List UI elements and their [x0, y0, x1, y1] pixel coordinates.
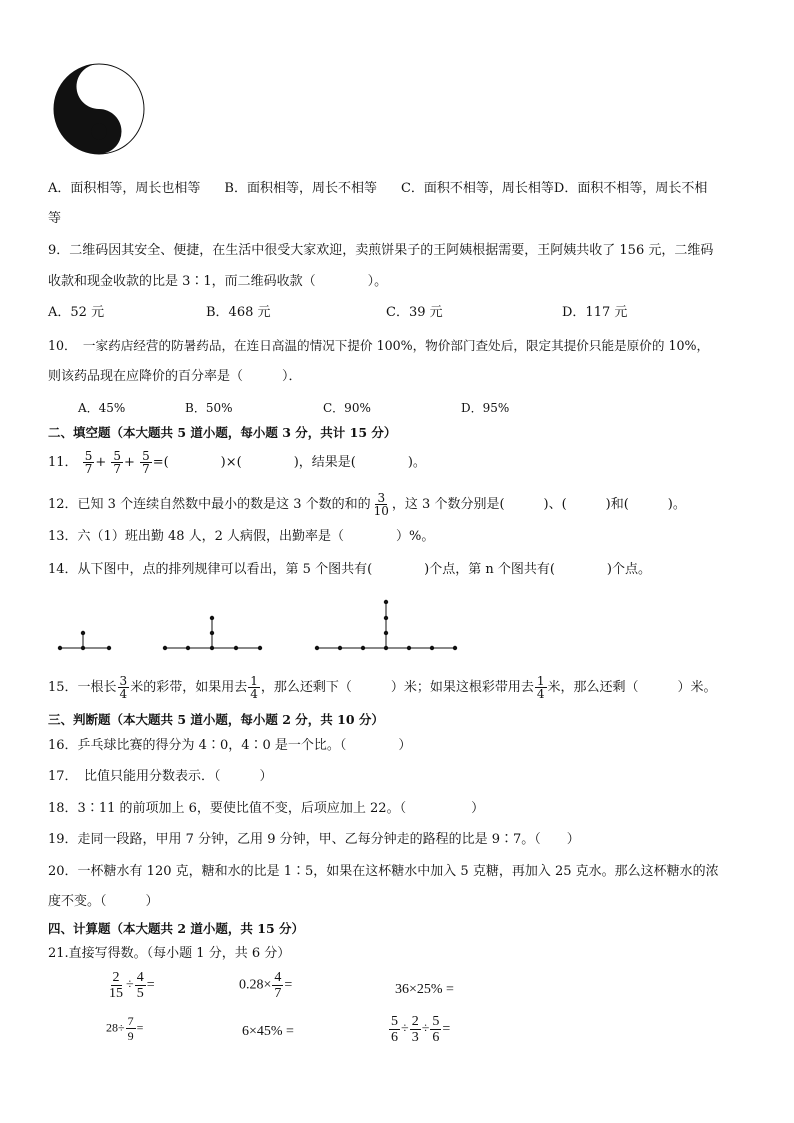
equals-sign: = [146, 977, 155, 993]
dot-figure-1 [58, 631, 111, 650]
q21-title: 21.直接写得数。（每小题 1 分，共 6 分） [48, 946, 291, 961]
dot-figure-2 [163, 616, 262, 650]
q15-fraction-1: $\frac{3}{4}$ [119, 674, 128, 701]
q13: 13．六（1）班出勤 48 人，2 人病假，出勤率是（ ）%。 [48, 529, 435, 544]
q20-line2: 度不变。（ ） [48, 894, 159, 909]
dot-figure-3 [315, 600, 457, 650]
q18: 18．3∶11 的前项加上 6，要使比值不变，后项应加上 22。（ ） [48, 801, 485, 816]
q12-post: ，这 3 个数分别是( )、( )和( )。 [391, 497, 686, 512]
q10-option-c: C．90% [323, 401, 371, 415]
plus-sign: + [95, 455, 107, 470]
q21-expr-3: 36×25% = [395, 982, 454, 997]
q11-fraction-2: $\frac{5}{7}$ [113, 449, 122, 476]
q10-option-b: B．50% [185, 401, 233, 415]
q15 [48, 671, 717, 705]
equals-sign: = [284, 977, 293, 993]
q8-option-d: D．面积不相等，周长不相 [553, 181, 708, 196]
q9-option-a: A．52 元 [48, 305, 105, 320]
q8-option-d-wrap: 等 [48, 211, 62, 226]
q11-tail: ( )×( )，结果是( )。 [163, 455, 426, 470]
q14: 14．从下图中，点的排列规律可以看出，第 5 个图共有( )个点，第 n 个图共有( )个点。 [48, 562, 652, 577]
q9-line1: 9．二维码因其安全、便捷，在生活中很受大家欢迎，卖煎饼果子的王阿姨根据需要，王阿姨共收了 156 元，二维码 [48, 243, 714, 258]
q21-expr-6: $\frac{5}{6}$ ÷ $\frac{2}{3}$ ÷ $\frac{5}{6}$ = [391, 1014, 451, 1045]
q12-pre: 12．已知 3 个连续自然数中最小的数是这 3 个数的和的 [48, 497, 371, 512]
section4-heading: 四、计算题（本大题共 2 道小题，共 15 分） [48, 921, 305, 936]
q21-expr-1: $\frac{2}{15}$ ÷ $\frac{4}{5}$ = [109, 970, 155, 1001]
section3-heading: 三、判断题（本大题共 5 道小题，每小题 2 分，共 10 分） [48, 712, 384, 727]
q11-fraction-1: $\frac{5}{7}$ [84, 449, 93, 476]
q15-mid2: ，那么还剩下（ ）米；如果这根彩带用去 [260, 680, 534, 695]
q9-options [48, 304, 627, 322]
q21-expr-4: 28÷ $\frac{7}{9}$ = [106, 1014, 144, 1043]
dot-pattern-figures [55, 596, 465, 656]
yin-yang-white-dot [91, 79, 107, 95]
q8-option-a: A．面积相等，周长也相等 [48, 181, 201, 196]
q15-fraction-3: $\frac{1}{4}$ [536, 674, 545, 701]
q17: 17． 比值只能用分数表示．（ ） [48, 769, 273, 784]
q9-option-c: C．39 元 [386, 305, 443, 320]
q10-option-a: A．45% [78, 401, 126, 415]
q15-post: 米，那么还剩（ ）米。 [547, 680, 717, 695]
q10-line1: 10． 一家药店经营的防暑药品，在连日高温的情况下提价 100%，物价部门查处后，限定其提价只能是原价的 10%， [48, 338, 710, 353]
q8-option-c: C．面积不相等，周长相等 [400, 181, 554, 196]
q9-option-b: B．468 元 [206, 305, 271, 320]
q11-number: 11． [48, 455, 78, 470]
yin-yang-black-dot [91, 124, 107, 140]
q20-line1: 20．一杯糖水有 120 克，糖和水的比是 1∶5，如果在这杯糖水中加入 5 克糖，再加入 25 克水。那么这杯糖水的浓 [48, 864, 719, 879]
section2-heading: 二、填空题（本大题共 5 道小题，每小题 3 分，共计 15 分） [48, 425, 397, 440]
q8-option-b: B．面积相等，周长不相等 [224, 181, 377, 196]
q21-expr-2: 0.28× $\frac{4}{7}$ = [239, 970, 293, 1001]
equals-sign: = [152, 455, 164, 470]
q11-fraction-3: $\frac{5}{7}$ [142, 449, 150, 476]
q16: 16．乒乓球比赛的得分为 4∶0，4∶0 是一个比。（ ） [48, 738, 412, 753]
q21-expr-5: 6×45% = [242, 1024, 294, 1039]
plus-sign: + [124, 455, 135, 470]
equals-sign: = [442, 1021, 451, 1037]
q15-pre: 15．一根长 [48, 680, 117, 695]
q9-option-d: D．117 元 [562, 305, 628, 320]
q19: 19．走同一段路，甲用 7 分钟，乙用 9 分钟，甲、乙每分钟走的路程的比是 9∶7。（ ） [48, 832, 580, 847]
q12 [48, 490, 686, 520]
q12-fraction: $\frac{3}{10}$ [373, 491, 389, 518]
q15-mid1: 米的彩带，如果用去 [130, 680, 248, 695]
yin-yang-figure [52, 62, 146, 156]
q10-line2: 则该药品现在应降价的百分率是（ ）． [48, 369, 302, 384]
q15-fraction-2: $\frac{1}{4}$ [250, 674, 258, 701]
equals-sign: = [136, 1020, 144, 1035]
q11 [48, 449, 426, 477]
divide-sign: ÷ [126, 977, 134, 993]
divide-sign: ÷ [401, 1021, 409, 1037]
q8-options [48, 180, 707, 198]
q9-line2: 收款和现金收款的比是 3∶1，而二维码收款（ ）。 [48, 274, 388, 289]
divide-sign: ÷ [421, 1021, 430, 1037]
q10-options [78, 399, 509, 417]
q10-option-d: D．95% [461, 401, 510, 415]
